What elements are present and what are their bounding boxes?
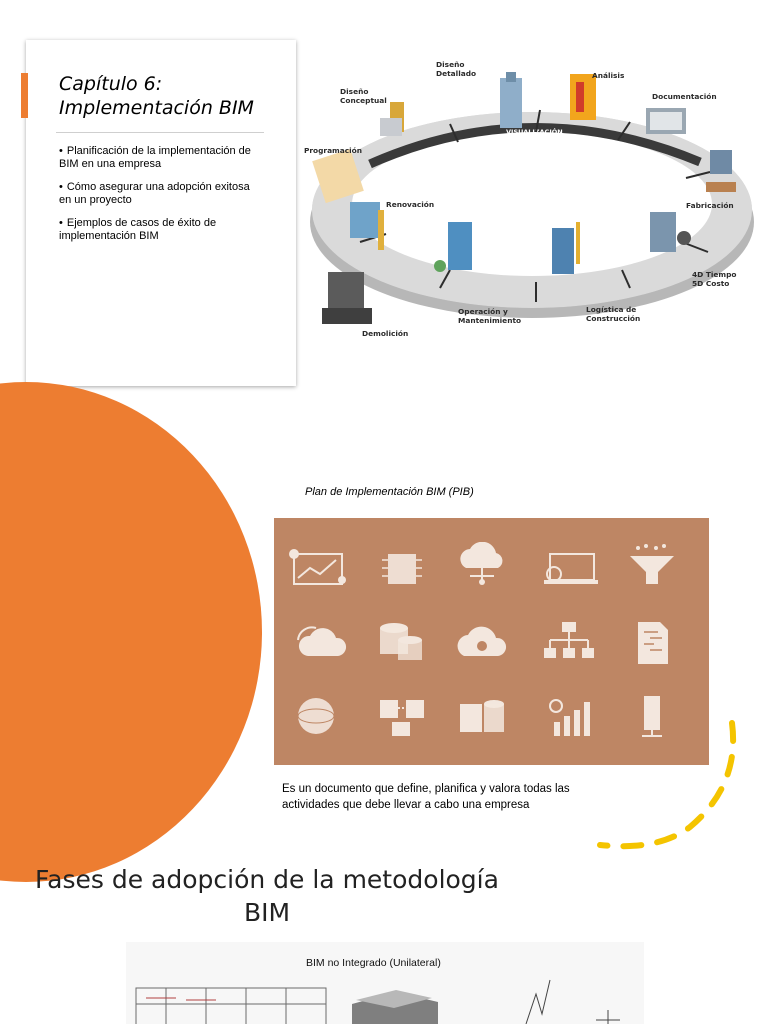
bim-lifecycle-diagram — [300, 52, 760, 344]
bullet-icon: • — [59, 181, 63, 193]
pib-title: Plan de Implementación BIM (PIB) — [305, 486, 474, 498]
structure-sketch — [526, 980, 620, 1024]
globe-icon — [286, 692, 350, 740]
table-transfer-icon — [370, 692, 434, 740]
laptop-search-icon — [536, 546, 600, 594]
label-operacion: Operación y Mantenimiento — [458, 307, 522, 325]
database-icon — [370, 618, 434, 666]
server-stack-icon — [450, 692, 514, 740]
topic-list — [59, 145, 259, 253]
label-documentacion: Documentación — [652, 92, 717, 101]
chapter-name: Implementación BIM — [59, 97, 254, 119]
floor-plan-sketch — [136, 988, 326, 1024]
cloud-gear-icon — [450, 618, 514, 666]
list-item: • Planificación de la implementación de BIM en una empresa — [59, 145, 251, 170]
ring-text: VISUALIZACIÓN — [506, 128, 563, 136]
bim-unilateral-sketches — [126, 970, 644, 1024]
list-item: • Cómo asegurar una adopción exitosa en un proyecto — [59, 181, 250, 206]
label-logistica: Logística de Construcción — [586, 305, 641, 323]
chapter-title — [59, 72, 289, 120]
label-fabricacion: Fabricación — [686, 201, 734, 210]
phases-title: Fases de adopción de la metodología BIM — [35, 865, 499, 927]
label-diseno-detallado: Diseño Detallado — [436, 60, 477, 78]
chapter-number: Capítulo 6: — [59, 73, 163, 95]
label-tiempo-costo: 4D Tiempo 5D Costo — [692, 270, 737, 288]
chip-icon — [370, 546, 434, 594]
accent-bar — [21, 73, 28, 118]
bullet-icon: • — [59, 217, 63, 229]
label-diseno-conceptual: Diseño Conceptual — [340, 87, 387, 105]
cloud-sync-icon — [286, 618, 350, 666]
pib-description: Es un documento que define, planifica y valora todas las actividades que debe llevar a cabo una empresa — [282, 783, 570, 811]
flowchart-doc-icon — [620, 618, 684, 666]
phase-caption: BIM no Integrado (Unilateral) — [306, 957, 441, 969]
cloud-network-icon — [450, 542, 514, 590]
label-renovacion: Renovación — [386, 200, 435, 209]
decorative-circle — [0, 382, 262, 882]
label-analisis: Análisis — [592, 71, 625, 80]
title-divider — [56, 132, 264, 133]
label-demolicion: Demolición — [362, 329, 409, 338]
label-programacion: Programación — [304, 146, 363, 155]
dashed-arc — [590, 715, 750, 865]
bullet-icon: • — [59, 145, 63, 157]
hierarchy-icon — [536, 618, 600, 666]
monitor-chart-icon — [286, 546, 350, 594]
building-model-sketch — [352, 990, 438, 1024]
list-item: • Ejemplos de casos de éxito de implementación BIM — [59, 217, 217, 242]
funnel-icon — [620, 542, 684, 590]
